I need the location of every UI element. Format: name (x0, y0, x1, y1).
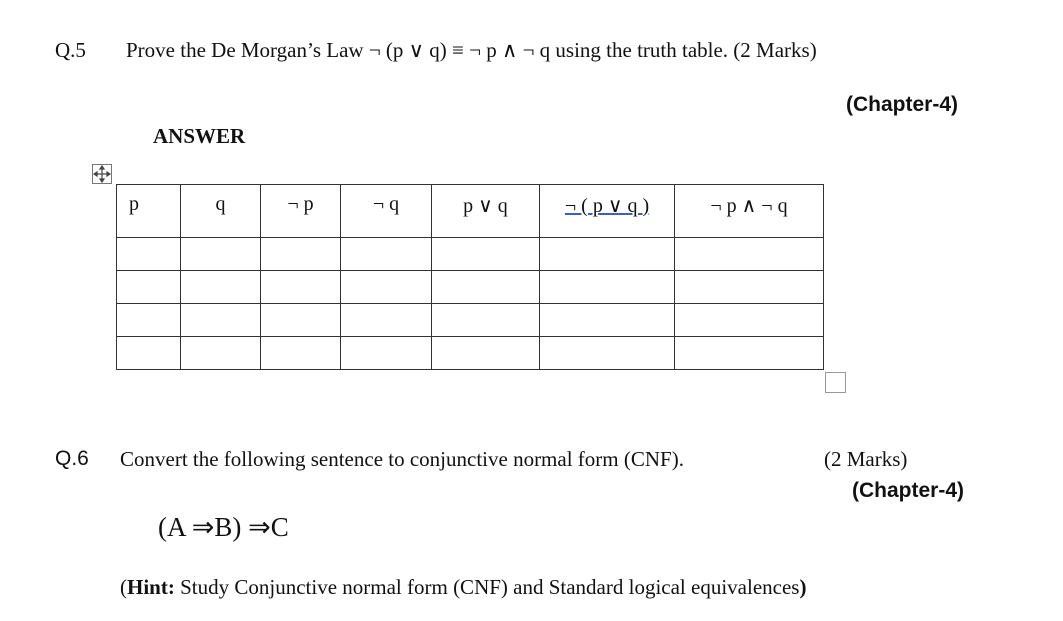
question-6-text: Convert the following sentence to conjunctive normal form (CNF). (120, 447, 684, 471)
table-cell[interactable] (341, 238, 432, 271)
table-cell[interactable] (261, 238, 341, 271)
table-cell[interactable] (261, 337, 341, 370)
table-cell[interactable] (432, 271, 540, 304)
table-row (117, 271, 824, 304)
chapter-label-q6: (Chapter-4) (852, 479, 965, 502)
table-cell[interactable] (540, 337, 675, 370)
header-cell-p: p (117, 185, 181, 238)
question-number-5: Q.5 (55, 38, 86, 62)
header-cell-not-q: ¬ q (341, 185, 432, 238)
truth-table (116, 184, 824, 370)
table-cell[interactable] (117, 238, 181, 271)
four-arrows-move-icon (93, 165, 111, 183)
table-cell[interactable] (117, 271, 181, 304)
table-cell[interactable] (181, 238, 261, 271)
table-cell[interactable] (675, 337, 824, 370)
table-header-row (117, 185, 824, 238)
table-row (117, 238, 824, 271)
header-cell-p-or-q: p ∨ q (432, 185, 540, 238)
table-cell[interactable] (675, 271, 824, 304)
table-cell[interactable] (181, 304, 261, 337)
header-cell-not-p-and-not-q: ¬ p ∧ ¬ q (675, 185, 824, 238)
hint-close-paren: ) (799, 575, 807, 599)
table-cell[interactable] (341, 304, 432, 337)
question-number-6: Q.6 (55, 447, 89, 470)
logic-expression: (A ⇒B) ⇒C (158, 512, 289, 542)
table-row (117, 304, 824, 337)
table-cell[interactable] (432, 238, 540, 271)
table-resize-handle-icon[interactable] (825, 372, 846, 393)
table-cell[interactable] (540, 271, 675, 304)
table-cell[interactable] (181, 271, 261, 304)
table-cell[interactable] (432, 337, 540, 370)
table-cell[interactable] (341, 271, 432, 304)
header-cell-not-p: ¬ p (261, 185, 341, 238)
hint-open-paren: ( (120, 575, 127, 599)
table-cell[interactable] (675, 304, 824, 337)
table-cell[interactable] (675, 238, 824, 271)
question-5-text: Prove the De Morgan’s Law ¬ (p ∨ q) ≡ ¬ p ∧ ¬ q using the truth table. (2 Marks) (126, 38, 817, 62)
hint-label: Hint: (127, 575, 175, 599)
table-cell[interactable] (117, 304, 181, 337)
table-row (117, 337, 824, 370)
table-cell[interactable] (540, 238, 675, 271)
table-move-handle-icon[interactable] (92, 164, 112, 184)
hint-line (120, 575, 806, 600)
marks-label-q6: (2 Marks) (824, 447, 908, 471)
answer-heading: ANSWER (153, 124, 246, 148)
header-text-not-p-or-q: ¬ ( p ∨ q ) (564, 195, 650, 217)
table-cell[interactable] (432, 304, 540, 337)
table-cell[interactable] (181, 337, 261, 370)
table-cell[interactable] (540, 304, 675, 337)
table-cell[interactable] (261, 271, 341, 304)
header-cell-q: q (181, 185, 261, 238)
table-cell[interactable] (341, 337, 432, 370)
chapter-label-q5: (Chapter-4) (846, 93, 959, 116)
hint-text: Study Conjunctive normal form (CNF) and Standard logical equivalences (174, 575, 800, 599)
table-cell[interactable] (261, 304, 341, 337)
header-cell-not-p-or-q (540, 185, 675, 238)
table-cell[interactable] (117, 337, 181, 370)
